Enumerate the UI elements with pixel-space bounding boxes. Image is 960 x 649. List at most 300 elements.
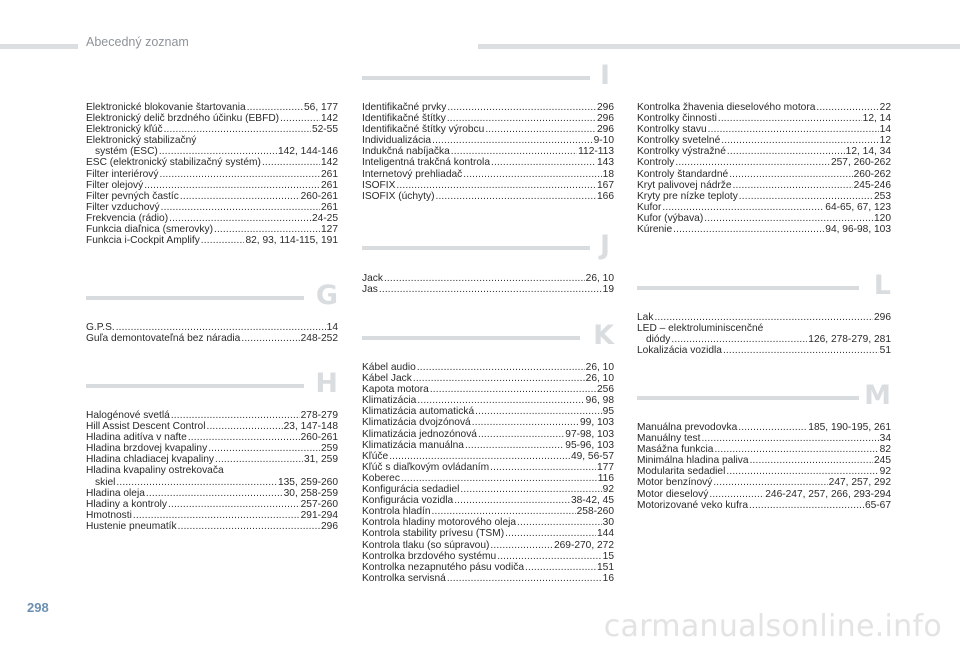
index-entry-pages: 261 xyxy=(321,168,338,180)
dot-leader xyxy=(208,443,320,454)
index-entry-pages: 127 xyxy=(321,224,338,236)
letter-heading-j: J xyxy=(599,230,610,261)
index-entry-label: Kontrolka žhavenia dieselového motora xyxy=(637,102,816,113)
index-entry-pages: 92 xyxy=(602,484,614,496)
dot-leader xyxy=(280,113,320,124)
index-entry-label: skiel xyxy=(95,476,116,488)
index-entry-pages: 26, 10 xyxy=(585,273,614,284)
index-entry-label: diódy xyxy=(646,334,671,346)
index-entry xyxy=(86,465,338,476)
dot-leader xyxy=(475,406,602,417)
index-entry-label: Identifikačné štítky výrobcu xyxy=(362,124,485,136)
letter-divider-k xyxy=(362,320,614,354)
dot-leader xyxy=(671,334,807,345)
dot-leader xyxy=(169,213,311,224)
dot-leader xyxy=(432,135,593,146)
index-entry xyxy=(362,495,614,506)
index-entry xyxy=(86,333,338,344)
dot-leader xyxy=(701,433,878,444)
index-entry xyxy=(362,429,614,440)
index-entry-pages: 56, 177 xyxy=(304,102,338,113)
index-entry-label: Minimálna hladina paliva xyxy=(637,455,749,467)
page-number: 298 xyxy=(27,600,49,615)
index-entry xyxy=(362,484,614,495)
dot-leader xyxy=(432,506,576,517)
index-entry xyxy=(86,488,338,499)
letter-heading-k: K xyxy=(593,320,614,351)
index-entry-pages: 245 xyxy=(874,455,891,467)
index-entry-pages: 116 xyxy=(597,472,614,484)
index-entry-label: Funkcia i-Cockpit Amplify xyxy=(86,235,200,247)
index-entry-pages: 135, 259-260 xyxy=(277,476,338,488)
index-entry-pages: 257-260 xyxy=(300,498,338,510)
dot-leader xyxy=(704,213,873,224)
index-entry-pages: 126, 278-279, 281 xyxy=(808,334,891,346)
index-entry-pages: 38-42, 45 xyxy=(570,495,614,507)
index-entry-label: Modularita sedadiel xyxy=(637,466,726,478)
index-entry-pages: 185, 190-195, 261 xyxy=(808,422,891,433)
index-entry-label: Kontrolka servisná xyxy=(362,572,446,584)
letter-heading-h: H xyxy=(315,368,338,399)
index-entry-pages: 31, 259 xyxy=(304,454,338,466)
index-column-2-k xyxy=(362,362,614,584)
index-entry-label: Konfigurácia sedadiel xyxy=(362,484,460,496)
index-entry-pages: 112-113 xyxy=(578,146,614,158)
index-entry xyxy=(362,462,614,473)
index-entry xyxy=(86,499,338,510)
letter-divider-i xyxy=(362,60,614,94)
index-entry-pages: 296 xyxy=(321,520,338,532)
index-entry-label: Motorizované veko kufra xyxy=(637,499,748,511)
dot-leader xyxy=(738,422,807,433)
index-entry-label: Jas xyxy=(362,284,378,296)
index-entry xyxy=(637,489,891,500)
index-entry-label: Inteligentná trakčná kontrola xyxy=(362,157,490,169)
index-entry-pages: 82, 93, 114-115, 191 xyxy=(245,235,338,247)
index-entry xyxy=(86,135,338,146)
index-entry-pages: 296 xyxy=(597,113,614,125)
index-entry-pages: 52-55 xyxy=(311,124,338,136)
index-entry xyxy=(86,432,338,443)
index-entry-pages: 65-67 xyxy=(864,499,891,511)
index-entry-label: Kontrolky činnosti xyxy=(637,113,717,125)
dot-leader xyxy=(168,499,300,510)
index-entry xyxy=(362,124,614,135)
index-entry-label: Kontrolky svetelné xyxy=(637,135,721,147)
dot-leader xyxy=(727,146,845,157)
index-entry-pages: 142, 144-146 xyxy=(277,146,338,158)
index-entry-pages: 22 xyxy=(879,102,891,113)
index-entry-label: Kryt palivovej nádrže xyxy=(637,179,732,191)
index-entry xyxy=(362,157,614,168)
dot-leader xyxy=(816,102,878,113)
index-entry-pages: 16 xyxy=(602,572,614,584)
index-entry-pages: 246-247, 257, 266, 293-294 xyxy=(765,488,891,500)
section-title: Abecedný zoznam xyxy=(86,35,189,49)
index-entry-label: Kontrola hladiny motorového oleja xyxy=(362,517,517,529)
index-entry xyxy=(637,345,891,356)
index-entry-label: Frekvencia (rádio) xyxy=(86,212,169,224)
index-entry xyxy=(637,157,891,168)
index-entry-label: Hladina brzdovej kvapaliny xyxy=(86,443,208,455)
dot-leader xyxy=(709,489,764,500)
dot-leader xyxy=(713,477,827,488)
index-entry-label: Masážna funkcia xyxy=(637,444,714,456)
index-entry-pages: 278-279 xyxy=(300,410,338,421)
index-entry-label: Hustenie pneumatík xyxy=(86,520,177,532)
dot-leader xyxy=(435,191,596,202)
index-entry-label: Kontrolky stavu xyxy=(637,124,707,136)
index-column-1-g xyxy=(86,322,338,344)
index-entry-pages: 257, 260-262 xyxy=(830,157,891,169)
index-entry xyxy=(362,406,614,417)
dot-leader xyxy=(215,454,303,465)
index-entry-label: Filter vzduchový xyxy=(86,201,160,213)
index-entry-label: Motor dieselový xyxy=(637,488,709,500)
index-entry-pages: 144 xyxy=(597,528,614,540)
index-entry xyxy=(362,417,614,428)
index-entry xyxy=(362,395,614,406)
dot-leader xyxy=(673,224,824,235)
index-entry-pages: 151 xyxy=(597,561,614,573)
index-entry-pages: 247, 257, 292 xyxy=(828,477,891,489)
index-entry-pages: 143 xyxy=(597,157,614,169)
index-entry-label: Hladiny a kontroly xyxy=(86,498,167,510)
index-entry-pages: 26, 10 xyxy=(585,362,614,373)
index-entry-pages: 34 xyxy=(879,433,891,445)
dot-leader xyxy=(478,429,564,440)
dot-leader xyxy=(164,124,311,135)
index-entry xyxy=(637,433,891,444)
watermark: carmanualsonline.info xyxy=(603,609,942,644)
index-entry xyxy=(362,506,614,517)
index-entry xyxy=(86,477,338,488)
index-entry-pages: 291-294 xyxy=(300,509,338,521)
index-entry-label: Manuálny test xyxy=(637,433,701,445)
index-entry xyxy=(362,135,614,146)
index-entry-label: Kontrola tlaku (so súpravou) xyxy=(362,539,490,551)
index-entry xyxy=(362,146,614,157)
index-entry xyxy=(637,169,891,180)
header-bar-right xyxy=(478,44,960,49)
dot-leader xyxy=(517,517,602,528)
index-entry-label: Elektronický delič brzdného účinku (EBFD) xyxy=(86,113,280,125)
index-entry xyxy=(86,146,338,157)
index-entry-pages: 99, 103 xyxy=(580,417,614,429)
dot-leader xyxy=(485,124,596,135)
index-entry xyxy=(362,113,614,124)
index-entry-pages: 142 xyxy=(321,113,338,125)
index-entry-label: Kúrenie xyxy=(637,224,673,236)
index-entry-pages: 256 xyxy=(597,384,614,396)
index-entry-pages: 245-246 xyxy=(853,179,891,191)
index-entry-label: Kufor (výbava) xyxy=(637,212,704,224)
index-entry-pages: 261 xyxy=(321,179,338,191)
dot-leader xyxy=(723,345,879,356)
index-entry xyxy=(637,312,891,323)
dot-leader xyxy=(262,157,320,168)
index-entry-label: ISOFIX xyxy=(362,179,396,191)
index-entry-label: systém (ESC) xyxy=(95,146,158,158)
dot-leader xyxy=(384,273,585,284)
index-entry-label: Hladina kvapaliny ostrekovača xyxy=(86,465,224,477)
index-entry xyxy=(637,124,891,135)
index-entry xyxy=(362,273,614,284)
index-entry-label: Kontrolka nezapnutého pásu vodiča xyxy=(362,561,524,573)
index-entry xyxy=(86,454,338,465)
index-entry xyxy=(637,444,891,455)
index-entry xyxy=(86,191,338,202)
index-entry-label: LED – elektroluminiscenčné xyxy=(637,323,764,335)
dot-leader xyxy=(180,191,300,202)
dot-leader xyxy=(247,102,303,113)
index-column-3-k xyxy=(637,102,891,235)
index-column-1-h xyxy=(86,410,338,532)
index-entry-label: Kontroly štandardné xyxy=(637,168,729,180)
index-entry-pages: 142 xyxy=(321,157,338,169)
index-entry xyxy=(362,191,614,202)
index-entry-label: Klimatizácia automatická xyxy=(362,406,475,418)
index-entry-label: Kontrolka brzdového systému xyxy=(362,550,497,562)
dot-leader xyxy=(490,462,596,473)
index-entry-pages: 253 xyxy=(874,190,891,202)
index-entry-pages: 296 xyxy=(597,124,614,136)
index-entry xyxy=(637,466,891,477)
index-entry-label: Klimatizácia manuálna xyxy=(362,439,464,451)
index-column-2-j xyxy=(362,273,614,295)
index-entry-label: Motor benzínový xyxy=(637,477,713,489)
index-entry xyxy=(637,500,891,511)
dot-leader xyxy=(116,477,277,488)
dot-leader xyxy=(465,440,564,451)
index-entry xyxy=(637,323,891,334)
index-entry-label: Identifikačné štítky xyxy=(362,113,446,125)
index-entry xyxy=(86,113,338,124)
dot-leader xyxy=(472,417,579,428)
index-entry xyxy=(637,191,891,202)
header-bar-left xyxy=(0,44,78,49)
index-entry xyxy=(362,284,614,295)
index-entry xyxy=(86,124,338,135)
index-entry-label: Koberec xyxy=(362,472,400,484)
letter-divider-h xyxy=(86,368,338,402)
index-entry xyxy=(362,362,614,373)
index-entry-label: Hladina chladiacej kvapaliny xyxy=(86,454,214,466)
index-entry-label: Konfigurácia vozidla xyxy=(362,495,454,507)
dot-leader xyxy=(447,102,596,113)
dot-leader xyxy=(133,510,300,521)
index-entry-label: Kontrola hladín xyxy=(362,506,431,518)
index-entry-pages: 15 xyxy=(602,550,614,562)
index-entry-label: Kapota motora xyxy=(362,384,429,396)
dot-leader xyxy=(463,169,601,180)
index-entry-label: Internetový prehliadač xyxy=(362,168,463,180)
letter-heading-m: M xyxy=(864,380,891,411)
index-entry-label: Filter olejový xyxy=(86,179,144,191)
dot-leader xyxy=(430,384,596,395)
index-column-3-l xyxy=(637,312,891,356)
index-entry-label: Kufor xyxy=(637,201,662,213)
index-entry-pages: 92 xyxy=(879,466,891,478)
index-entry-pages: 167 xyxy=(597,179,614,191)
index-entry-label: Kľúče xyxy=(362,450,389,462)
dot-leader xyxy=(178,521,320,532)
index-entry-label: Hill Assist Descent Control xyxy=(86,421,206,433)
index-entry-label: Hladina aditíva v nafte xyxy=(86,432,187,444)
dot-leader xyxy=(447,573,602,584)
dot-leader xyxy=(417,362,585,373)
index-entry xyxy=(637,202,891,213)
dot-leader xyxy=(171,410,300,421)
index-entry-label: Filter pevných častíc xyxy=(86,190,179,202)
index-entry xyxy=(362,517,614,528)
index-entry-pages: 260-261 xyxy=(300,432,338,444)
dot-leader xyxy=(662,202,824,213)
dot-leader xyxy=(708,124,879,135)
index-entry-pages: 296 xyxy=(597,102,614,113)
index-entry xyxy=(86,157,338,168)
index-entry-label: Kábel audio xyxy=(362,362,416,373)
dot-leader xyxy=(721,135,878,146)
letter-divider-j xyxy=(362,230,614,264)
index-entry xyxy=(86,443,338,454)
dot-leader xyxy=(714,444,878,455)
dot-leader xyxy=(733,180,853,191)
index-entry-pages: 12, 14, 34 xyxy=(845,146,891,158)
dot-leader xyxy=(379,284,602,295)
index-entry-pages: 51 xyxy=(879,345,891,357)
dot-leader xyxy=(454,495,570,506)
index-entry xyxy=(362,473,614,484)
index-column-1-f xyxy=(86,102,338,246)
index-entry xyxy=(86,202,338,213)
dot-leader xyxy=(116,322,326,333)
letter-divider-m xyxy=(637,380,891,414)
index-entry-label: Jack xyxy=(362,273,383,284)
index-entry-label: Indukčná nabíjačka xyxy=(362,146,450,158)
index-entry-pages: 9-10 xyxy=(593,135,614,147)
index-entry xyxy=(362,384,614,395)
dot-leader xyxy=(146,488,283,499)
index-entry-label: Kryty pre nízke teploty xyxy=(637,190,738,202)
index-entry-label: Kontrolky výstražné xyxy=(637,146,726,158)
index-entry-label: Individualizácia xyxy=(362,135,432,147)
index-entry-label: Hmotnosti xyxy=(86,509,132,521)
dot-leader xyxy=(206,421,282,432)
index-entry-label: ISOFIX (úchyty) xyxy=(362,190,435,202)
dot-leader xyxy=(396,180,596,191)
index-entry xyxy=(637,455,891,466)
index-entry-label: Identifikačné prvky xyxy=(362,102,447,113)
index-entry-pages: 23, 147-148 xyxy=(283,421,338,433)
index-entry-label: Kontrola stability prívesu (TSM) xyxy=(362,528,505,540)
index-entry-pages: 259 xyxy=(321,443,338,455)
index-entry xyxy=(637,113,891,124)
dot-leader xyxy=(675,157,830,168)
dot-leader xyxy=(460,484,601,495)
index-entry-pages: 24-25 xyxy=(311,212,338,224)
index-entry xyxy=(86,421,338,432)
index-entry-pages: 260-261 xyxy=(300,190,338,202)
index-entry-pages: 82 xyxy=(879,444,891,456)
index-entry-label: Kábel Jack xyxy=(362,373,412,385)
index-entry-pages: 260-262 xyxy=(853,168,891,180)
index-entry-label: Lak xyxy=(637,312,654,323)
dot-leader xyxy=(413,373,585,384)
index-entry-pages: 269-270, 272 xyxy=(553,539,614,551)
dot-leader xyxy=(726,466,878,477)
index-entry-pages: 95-96, 103 xyxy=(565,439,614,451)
index-entry xyxy=(362,440,614,451)
index-entry-pages: 261 xyxy=(321,201,338,213)
index-entry xyxy=(362,573,614,584)
index-entry xyxy=(637,102,891,113)
index-entry-label: Klimatizácia dvojzónová xyxy=(362,417,471,429)
index-entry xyxy=(86,510,338,521)
index-entry xyxy=(637,224,891,235)
dot-leader xyxy=(417,395,584,406)
dot-leader xyxy=(729,169,852,180)
index-entry-label: Klimatizácia jednozónová xyxy=(362,428,477,440)
index-entry xyxy=(362,169,614,180)
index-entry-pages: 30 xyxy=(602,517,614,529)
dot-leader xyxy=(214,224,320,235)
index-entry xyxy=(637,477,891,488)
dot-leader xyxy=(739,191,873,202)
dot-leader xyxy=(447,113,596,124)
index-entry xyxy=(637,213,891,224)
index-entry-pages: 120 xyxy=(874,212,891,224)
index-column-2-i xyxy=(362,102,614,202)
dot-leader xyxy=(401,473,597,484)
index-entry xyxy=(86,180,338,191)
index-entry-label: Elektronické blokovanie štartovania xyxy=(86,102,246,113)
dot-leader xyxy=(389,451,570,462)
index-entry-label: Kontroly xyxy=(637,157,675,169)
dot-leader xyxy=(718,113,862,124)
index-entry-pages: 12 xyxy=(879,135,891,147)
index-entry xyxy=(86,224,338,235)
index-entry-pages: 19 xyxy=(602,284,614,296)
index-entry xyxy=(637,422,891,433)
index-entry-label: Funkcia diaľnica (smerovky) xyxy=(86,224,213,236)
index-entry xyxy=(362,180,614,191)
index-entry xyxy=(86,169,338,180)
index-entry-pages: 258-260 xyxy=(576,506,614,518)
dot-leader xyxy=(491,157,596,168)
index-entry-label: Elektronický kľúč xyxy=(86,124,163,136)
index-entry-pages: 177 xyxy=(597,461,614,473)
index-entry-label: G.P.S. xyxy=(86,322,115,333)
index-entry-pages: 26, 10 xyxy=(585,373,614,385)
letter-heading-g: G xyxy=(315,280,338,311)
letter-divider-l xyxy=(637,270,891,304)
index-entry xyxy=(362,451,614,462)
index-entry-pages: 97-98, 103 xyxy=(565,428,614,440)
dot-leader xyxy=(490,540,553,551)
index-entry xyxy=(362,528,614,539)
index-entry xyxy=(362,562,614,573)
dot-leader xyxy=(159,146,277,157)
dot-leader xyxy=(188,432,300,443)
dot-leader xyxy=(750,455,873,466)
index-entry-label: Lokalizácia vozidla xyxy=(637,345,722,357)
index-entry xyxy=(637,135,891,146)
index-entry-pages: 166 xyxy=(597,190,614,202)
index-entry xyxy=(362,551,614,562)
index-column-3-m xyxy=(637,422,891,511)
index-entry xyxy=(637,334,891,345)
